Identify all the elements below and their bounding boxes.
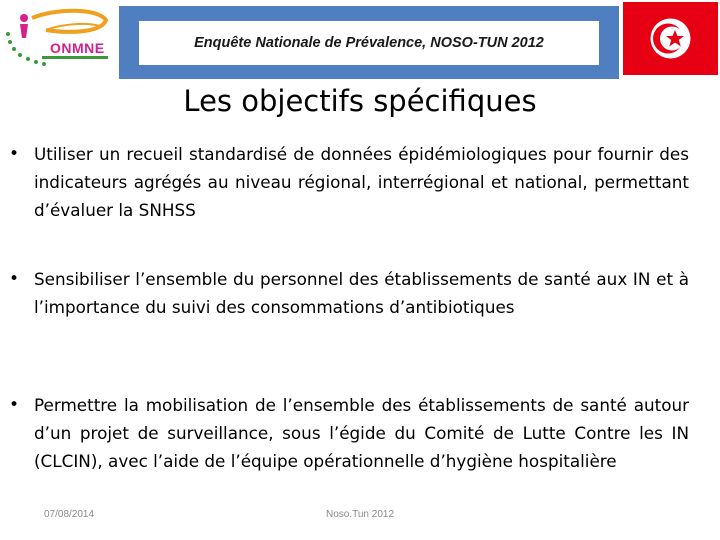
bullet-text: Permettre la mobilisation de l’ensemble des établissements de santé autour d’un projet de surveillance, sous l’égide du Comité de Lutte Contre les IN (CLCIN), avec l’aide de l’équipe opérationnelle d’hygiène hospitalière	[34, 395, 689, 471]
footer-center-text: Noso.Tun 2012	[326, 509, 395, 520]
bullet-text: Utiliser un recueil standardisé de données épidémiologiques pour fournir des indicateurs agrégés au niveau régional, interrégional et national, permettant d’évaluer la SNHSS	[34, 144, 689, 220]
bullet-icon: •	[9, 144, 20, 164]
bullet-icon: •	[9, 269, 20, 289]
header-banner	[119, 6, 619, 79]
onmne-logo	[2, 4, 114, 74]
logo-text: ONMNE	[50, 40, 105, 56]
onmne-logo-graphic	[2, 4, 114, 74]
footer-date: 07/08/2014	[44, 509, 95, 520]
bullet-icon: •	[9, 395, 20, 415]
bullet-text: Sensibiliser l’ensemble du personnel des établissements de santé aux IN et à l’importance du suivi des consommations d’antibiotiques	[34, 269, 689, 317]
flag-graphic	[623, 2, 718, 75]
banner-title: Enquête Nationale de Prévalence, NOSO-TUN 2012	[139, 21, 599, 65]
tunisia-flag-icon	[623, 2, 718, 75]
slide-title: Les objectifs spécifiques	[183, 84, 537, 118]
